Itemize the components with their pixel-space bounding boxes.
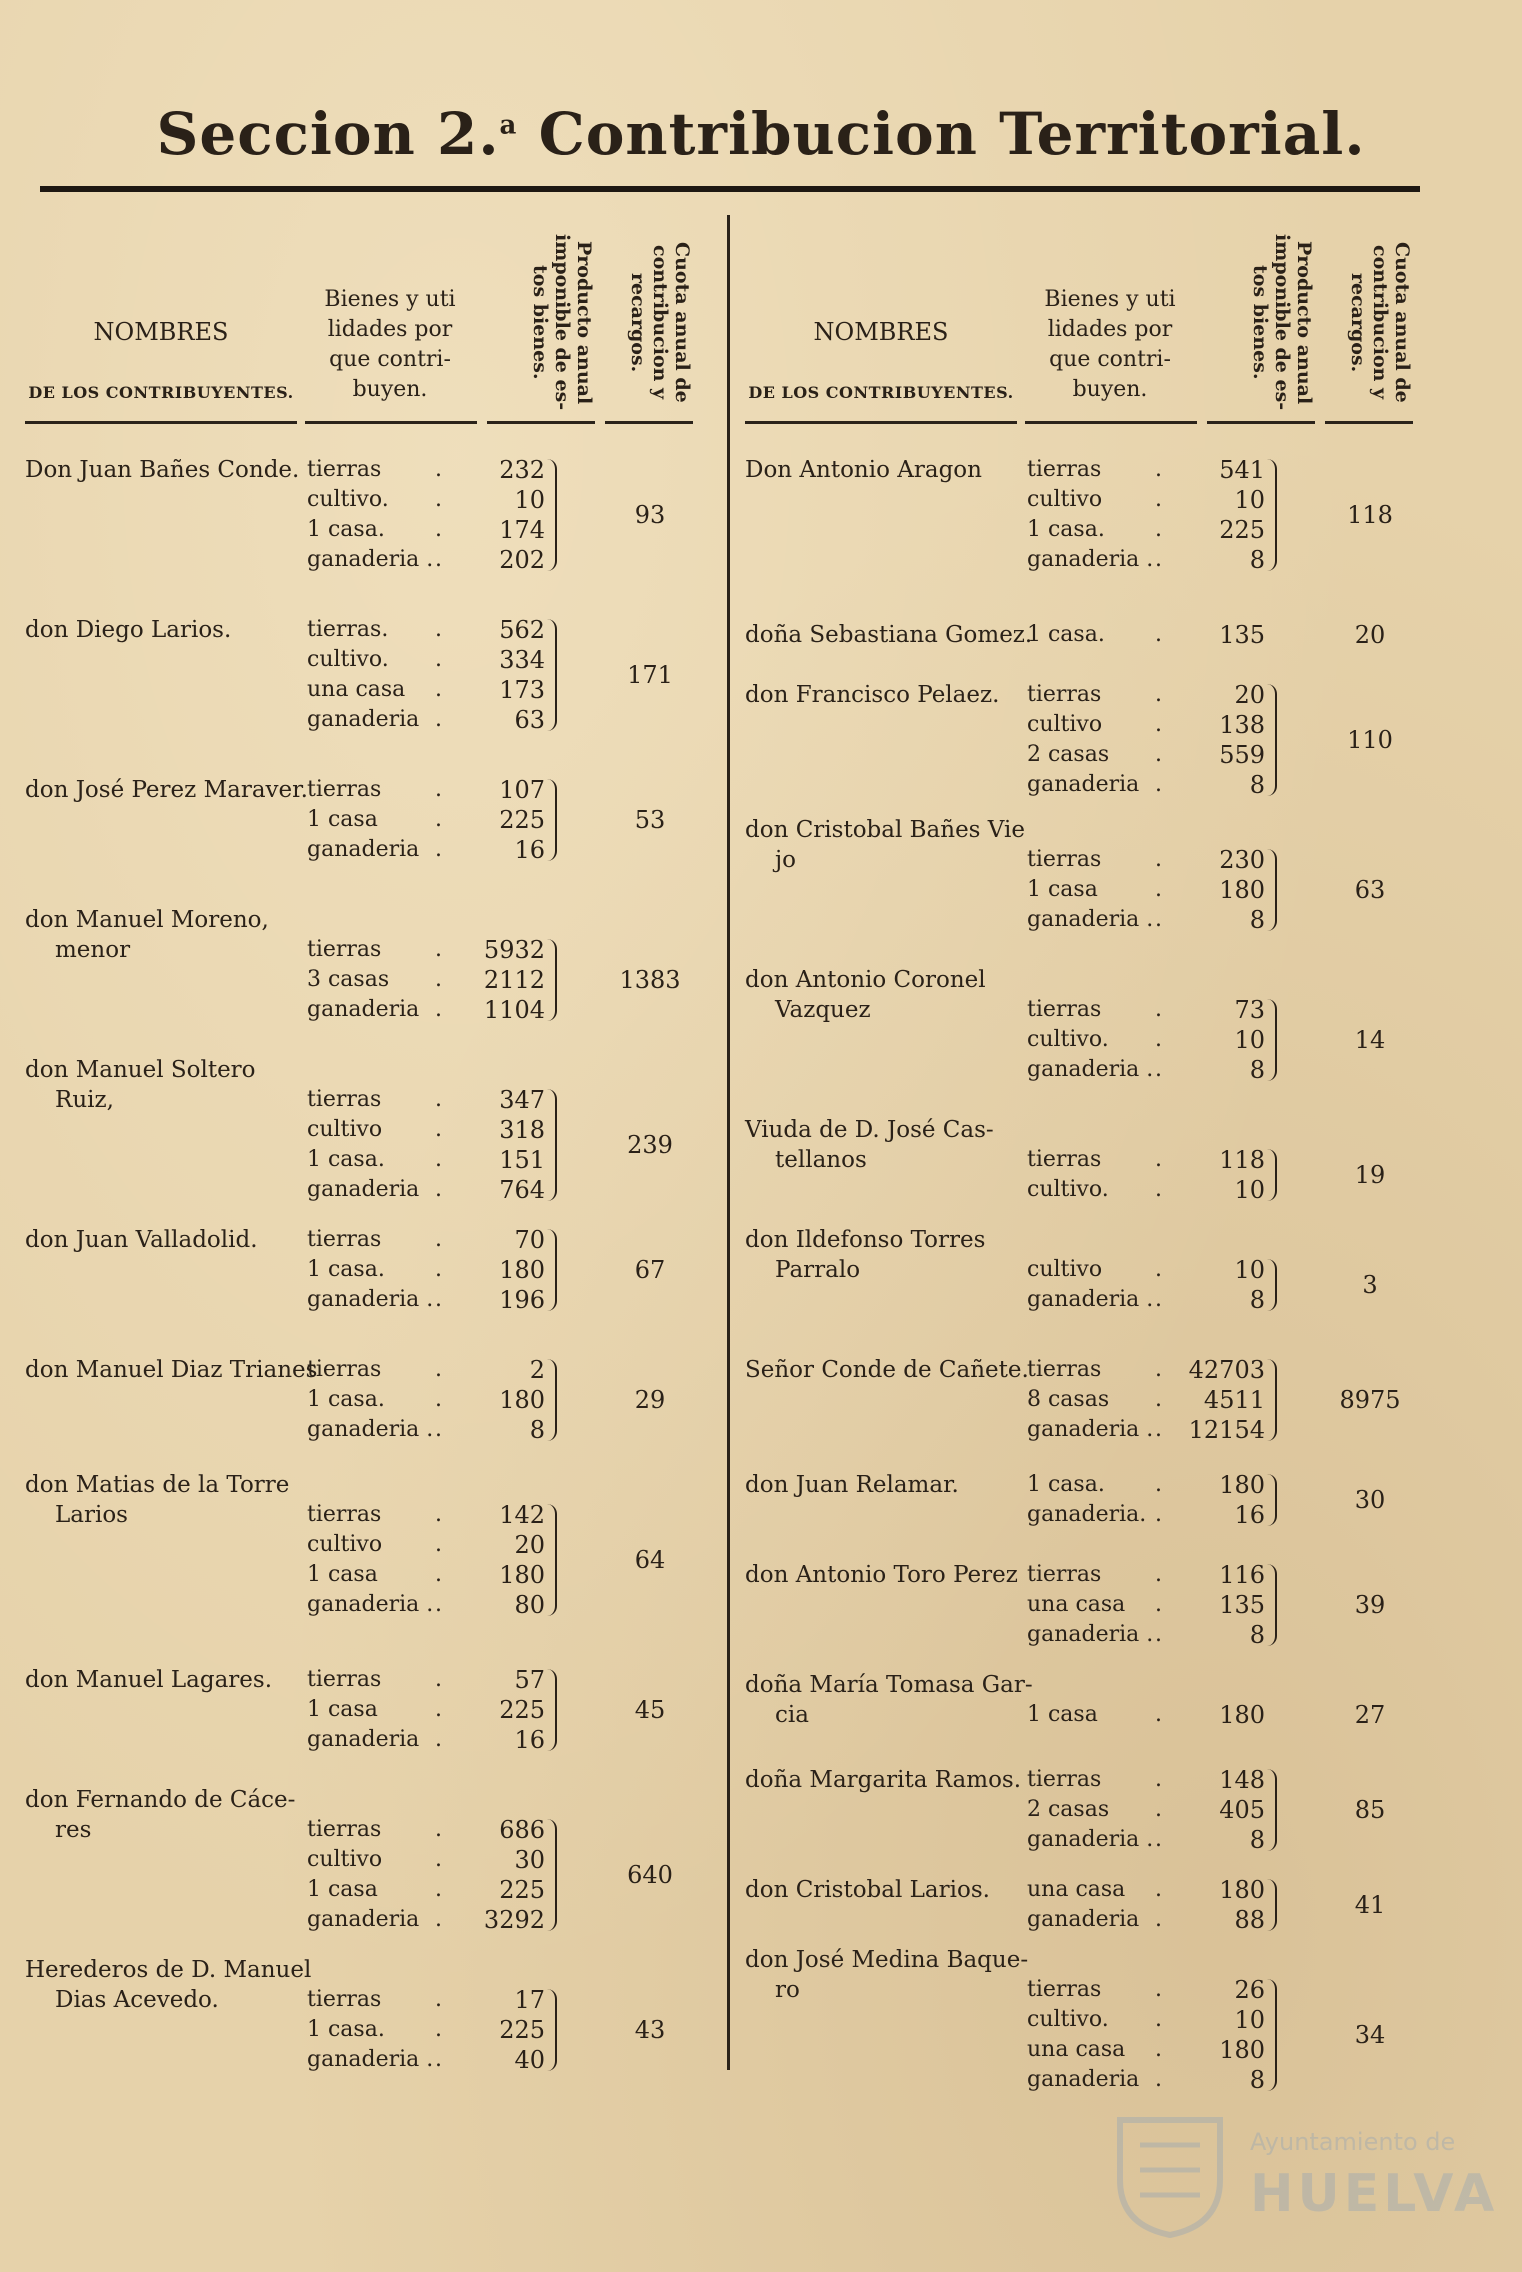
product-value: 1104 bbox=[483, 996, 545, 1024]
contributor-name: Ruiz, bbox=[55, 1087, 114, 1113]
product-value: 225 bbox=[499, 1876, 545, 1904]
contributor-name: Dias Acevedo. bbox=[55, 1987, 219, 2013]
contributor-name: doña María Tomasa Gar- bbox=[745, 1672, 1033, 1698]
quota-total: 39 bbox=[1354, 1591, 1386, 1619]
property-type: ganaderia . bbox=[1027, 1417, 1154, 1442]
property-type: ganaderia . bbox=[1027, 1287, 1154, 1312]
header-names-sub: DE LOS CONTRIBUYENTES. bbox=[28, 383, 294, 402]
header-producto: Producto anual imponible de es- tos bienes. bbox=[1249, 234, 1315, 411]
quota-total: 20 bbox=[1354, 621, 1386, 649]
product-value: 16 bbox=[1234, 1501, 1265, 1529]
property-type: 1 casa. bbox=[307, 1147, 385, 1172]
brace-mark bbox=[1267, 849, 1277, 931]
quota-total: 63 bbox=[1354, 876, 1386, 904]
product-value: 180 bbox=[499, 1386, 545, 1414]
contributor-name: don Manuel Diaz Trianes bbox=[25, 1357, 318, 1383]
property-type: tierras bbox=[1027, 847, 1102, 872]
product-value: 135 bbox=[1219, 1591, 1265, 1619]
property-type: ganaderia bbox=[307, 707, 420, 732]
product-value: 180 bbox=[499, 1256, 545, 1284]
quota-total: 3 bbox=[1362, 1271, 1378, 1299]
product-value: 20 bbox=[514, 1531, 545, 1559]
product-value: 42703 bbox=[1188, 1356, 1265, 1384]
quota-total: 93 bbox=[634, 501, 666, 529]
contributor-name: doña Sebastiana Gomez. bbox=[745, 622, 1033, 648]
contributor-name: Vazquez bbox=[775, 997, 871, 1023]
property-type: tierras bbox=[307, 1227, 382, 1252]
property-type: tierras bbox=[1027, 1977, 1102, 2002]
product-value: 118 bbox=[1219, 1146, 1265, 1174]
property-type: cultivo. bbox=[307, 487, 389, 512]
brace-mark bbox=[547, 1504, 557, 1616]
product-value: 202 bbox=[499, 546, 545, 574]
header-cuota: Cuota anual de contribucion y recargos. bbox=[1347, 242, 1413, 403]
property-type: 2 casas bbox=[1027, 1797, 1110, 1822]
contributor-name: don Juan Relamar. bbox=[745, 1472, 959, 1498]
product-value: 73 bbox=[1234, 996, 1265, 1024]
property-type: ganaderia bbox=[307, 1727, 420, 1752]
brace-mark bbox=[1267, 1769, 1277, 1851]
header-names: NOMBRES bbox=[93, 318, 229, 346]
header-bienes: Bienes y uti lidades por que contri- buyen. bbox=[324, 287, 456, 402]
quota-total: 171 bbox=[627, 661, 673, 689]
product-value: 8 bbox=[1249, 1826, 1265, 1854]
property-type: ganaderia bbox=[1027, 772, 1140, 797]
product-value: 2 bbox=[529, 1356, 545, 1384]
brace-mark bbox=[547, 1229, 557, 1311]
quota-total: 14 bbox=[1354, 1026, 1386, 1054]
property-type: cultivo. bbox=[1027, 2007, 1109, 2032]
property-type: cultivo bbox=[1027, 487, 1103, 512]
property-type: ganaderia . bbox=[307, 547, 434, 572]
property-type: ganaderia . bbox=[307, 2047, 434, 2072]
property-type: ganaderia . bbox=[1027, 547, 1154, 572]
quota-total: 1383 bbox=[619, 966, 681, 994]
product-value: 12154 bbox=[1188, 1416, 1265, 1444]
property-type: ganaderia bbox=[307, 1907, 420, 1932]
product-value: 8 bbox=[1249, 2066, 1265, 2094]
contributor-name: Parralo bbox=[775, 1257, 861, 1283]
page-title: Seccion 2.$^a$ Contribucion Territorial. bbox=[156, 100, 1366, 168]
product-value: 225 bbox=[499, 806, 545, 834]
quota-total: 85 bbox=[1354, 1796, 1386, 1824]
property-type: tierras bbox=[1027, 682, 1102, 707]
property-type: cultivo bbox=[307, 1117, 383, 1142]
property-type: 1 casa bbox=[307, 1697, 378, 1722]
product-value: 334 bbox=[499, 646, 545, 674]
contributor-name: res bbox=[55, 1817, 92, 1843]
brace-mark bbox=[547, 619, 557, 731]
product-value: 10 bbox=[514, 486, 545, 514]
product-value: 16 bbox=[514, 836, 545, 864]
contributor-name: Viuda de D. José Cas- bbox=[745, 1117, 994, 1143]
quota-total: 8975 bbox=[1339, 1386, 1401, 1414]
property-type: una casa bbox=[1027, 1592, 1126, 1617]
product-value: 88 bbox=[1234, 1906, 1265, 1934]
product-value: 10 bbox=[1234, 1176, 1265, 1204]
product-value: 20 bbox=[1234, 681, 1265, 709]
property-type: cultivo. bbox=[1027, 1177, 1109, 1202]
product-value: 26 bbox=[1234, 1976, 1265, 2004]
contributor-name: menor bbox=[55, 937, 131, 963]
product-value: 63 bbox=[514, 706, 545, 734]
property-type: ganaderia . bbox=[307, 1287, 434, 1312]
brace-mark bbox=[547, 1089, 557, 1201]
property-type: tierras bbox=[307, 1667, 382, 1692]
contributor-name: don Juan Valladolid. bbox=[25, 1227, 258, 1253]
property-type: tierras bbox=[1027, 997, 1102, 1022]
contributor-name: don Matias de la Torre bbox=[25, 1472, 290, 1498]
product-value: 3292 bbox=[483, 1906, 545, 1934]
brace-mark bbox=[547, 1989, 557, 2071]
property-type: cultivo. bbox=[307, 647, 389, 672]
contributor-name: Larios bbox=[55, 1502, 128, 1528]
header-cuota: Cuota anual de contribucion y recargos. bbox=[627, 242, 693, 403]
column-divider bbox=[727, 215, 730, 2070]
property-type: tierras bbox=[307, 457, 382, 482]
product-value: 4511 bbox=[1203, 1386, 1265, 1414]
brace-mark bbox=[547, 459, 557, 571]
property-type: ganaderia . bbox=[1027, 1057, 1154, 1082]
product-value: 107 bbox=[499, 776, 545, 804]
product-value: 80 bbox=[514, 1591, 545, 1619]
property-type: ganaderia bbox=[307, 1177, 420, 1202]
property-type: tierras. bbox=[307, 617, 389, 642]
product-value: 8 bbox=[1249, 771, 1265, 799]
quota-total: 64 bbox=[634, 1546, 666, 1574]
property-type: tierras bbox=[307, 937, 382, 962]
product-value: 225 bbox=[499, 2016, 545, 2044]
product-value: 148 bbox=[1219, 1766, 1265, 1794]
contributor-name: cia bbox=[775, 1702, 809, 1728]
product-value: 138 bbox=[1219, 711, 1265, 739]
product-value: 173 bbox=[499, 676, 545, 704]
header-names: NOMBRES bbox=[813, 318, 949, 346]
property-type: tierras bbox=[307, 1087, 382, 1112]
property-type: ganaderia. bbox=[1027, 1502, 1147, 1527]
product-value: 174 bbox=[499, 516, 545, 544]
product-value: 8 bbox=[1249, 906, 1265, 934]
product-value: 10 bbox=[1234, 1256, 1265, 1284]
brace-mark bbox=[1267, 1359, 1277, 1441]
product-value: 135 bbox=[1219, 621, 1265, 649]
property-type: ganaderia . bbox=[1027, 1622, 1154, 1647]
product-value: 8 bbox=[1249, 1621, 1265, 1649]
property-type: tierras bbox=[1027, 457, 1102, 482]
contributor-name: don Cristobal Bañes Vie bbox=[745, 817, 1025, 843]
title-rule bbox=[40, 186, 1420, 192]
quota-total: 53 bbox=[634, 806, 666, 834]
quota-total: 43 bbox=[634, 2016, 666, 2044]
quota-total: 19 bbox=[1354, 1161, 1386, 1189]
product-value: 30 bbox=[514, 1846, 545, 1874]
contributor-name: don Francisco Pelaez. bbox=[745, 682, 1000, 708]
contributor-name: Don Juan Bañes Conde. bbox=[25, 457, 300, 483]
product-value: 10 bbox=[1234, 2006, 1265, 2034]
left-column: NOMBRES DE LOS CONTRIBUYENTES. Bienes y uti lidades por que contri- buyen. Producto anual imponible de es- tos bienes. Cuota anual de contribucion y recargos. Don Juan Bañes Conde. tierras . 232 cultivo. . 10 1 casa. . 174 ganaderia . . 202 93 don Diego Larios. tierras. . 562 cultivo. . 334 una casa . 173 ganaderia . 63 171 don José Perez Maraver. tierras . 107 1 casa . 225 ganaderia . 16 53 don Manuel Moreno, menor tierras . 5932 3 casas . 2112 ganaderia . 1104 1383 don Manuel Soltero Ruiz, tierras . 347 cultivo . 318 1 casa. . 151 ganaderia . 764 239 don Juan Valladolid. tierras . 70 1 casa. . 180 ganaderia . . 196 67 don Manuel Diaz Trianes tierras . 2 1 casa. . 180 ganaderia . . 8 29 don Matias de la Torre Larios tierras . 142 cultivo . 20 1 casa . 180 ganaderia . . 80 64 don Manuel Lagares. tierras . 57 1 casa . 225 ganaderia . 16 45 don Fernando de Cáce- res tierras . 686 cultivo . 30 1 casa . 225 ganaderia . 3292 640 Herederos de D. Manuel Dias Acevedo. tierras . 17 1 casa. . 225 ganaderia . . 40 43 bbox=[25, 215, 695, 430]
brace-mark bbox=[1267, 1259, 1277, 1311]
property-type: 1 casa. bbox=[307, 517, 385, 542]
brace-mark bbox=[547, 1669, 557, 1751]
brace-mark bbox=[1267, 999, 1277, 1081]
product-value: 8 bbox=[529, 1416, 545, 1444]
property-type: ganaderia bbox=[1027, 1907, 1140, 1932]
contributor-name: don Ildefonso Torres bbox=[745, 1227, 986, 1253]
product-value: 405 bbox=[1219, 1796, 1265, 1824]
property-type: 1 casa. bbox=[307, 1387, 385, 1412]
property-type: 2 casas bbox=[1027, 742, 1110, 767]
product-value: 5932 bbox=[483, 936, 545, 964]
property-type: tierras bbox=[307, 777, 382, 802]
property-type: 1 casa bbox=[307, 1877, 378, 1902]
brace-mark bbox=[1267, 1149, 1277, 1201]
property-type: 1 casa bbox=[307, 807, 378, 832]
property-type: 1 casa bbox=[307, 1562, 378, 1587]
quota-total: 30 bbox=[1354, 1486, 1386, 1514]
product-value: 180 bbox=[1219, 876, 1265, 904]
contributor-name: doña Margarita Ramos. bbox=[745, 1767, 1022, 1793]
quota-total: 27 bbox=[1354, 1701, 1386, 1729]
product-value: 764 bbox=[499, 1176, 545, 1204]
product-value: 562 bbox=[499, 616, 545, 644]
contributor-name: don Manuel Moreno, bbox=[25, 907, 269, 933]
brace-mark bbox=[1267, 1879, 1277, 1931]
quota-total: 41 bbox=[1354, 1891, 1386, 1919]
contributor-name: don Antonio Coronel bbox=[745, 967, 986, 993]
product-value: 225 bbox=[1219, 516, 1265, 544]
product-value: 180 bbox=[499, 1561, 545, 1589]
product-value: 142 bbox=[499, 1501, 545, 1529]
product-value: 40 bbox=[514, 2046, 545, 2074]
quota-total: 29 bbox=[634, 1386, 666, 1414]
brace-mark bbox=[547, 1359, 557, 1441]
property-type: 1 casa. bbox=[1027, 1472, 1105, 1497]
property-type: ganaderia bbox=[307, 997, 420, 1022]
contributor-name: don Fernando de Cáce- bbox=[25, 1787, 296, 1813]
product-value: 230 bbox=[1219, 846, 1265, 874]
property-type: una casa bbox=[1027, 1877, 1126, 1902]
quota-total: 45 bbox=[634, 1696, 666, 1724]
quota-total: 110 bbox=[1347, 726, 1393, 754]
property-type: tierras bbox=[1027, 1562, 1102, 1587]
contributor-name: tellanos bbox=[775, 1147, 867, 1173]
property-type: 1 casa. bbox=[1027, 517, 1105, 542]
contributor-name: don Diego Larios. bbox=[25, 617, 232, 643]
product-value: 559 bbox=[1219, 741, 1265, 769]
product-value: 57 bbox=[514, 1666, 545, 1694]
brace-mark bbox=[547, 779, 557, 861]
property-type: cultivo bbox=[307, 1847, 383, 1872]
contributor-name: don Manuel Soltero bbox=[25, 1057, 256, 1083]
product-value: 180 bbox=[1219, 1876, 1265, 1904]
product-value: 232 bbox=[499, 456, 545, 484]
product-value: 10 bbox=[1234, 486, 1265, 514]
property-type: cultivo bbox=[307, 1532, 383, 1557]
property-type: ganaderia . bbox=[1027, 1827, 1154, 1852]
product-value: 686 bbox=[499, 1816, 545, 1844]
product-value: 70 bbox=[514, 1226, 545, 1254]
quota-total: 640 bbox=[627, 1861, 673, 1889]
product-value: 151 bbox=[499, 1146, 545, 1174]
property-type: ganaderia . bbox=[307, 1592, 434, 1617]
property-type: 1 casa bbox=[1027, 1702, 1098, 1727]
contributor-name: don Cristobal Larios. bbox=[745, 1877, 990, 1903]
table-header bbox=[25, 215, 695, 430]
product-value: 180 bbox=[1219, 1701, 1265, 1729]
property-type: ganaderia . bbox=[1027, 907, 1154, 932]
property-type: cultivo. bbox=[1027, 1027, 1109, 1052]
product-value: 116 bbox=[1219, 1561, 1265, 1589]
contributor-name: don José Medina Baque- bbox=[745, 1947, 1029, 1973]
property-type: una casa bbox=[1027, 2037, 1126, 2062]
product-value: 180 bbox=[1219, 2036, 1265, 2064]
property-type: cultivo bbox=[1027, 712, 1103, 737]
brace-mark bbox=[547, 1819, 557, 1931]
product-value: 196 bbox=[499, 1286, 545, 1314]
product-value: 8 bbox=[1249, 1056, 1265, 1084]
header-producto: Producto anual imponible de es- tos bienes. bbox=[529, 234, 595, 411]
product-value: 16 bbox=[514, 1726, 545, 1754]
contributor-name: ro bbox=[775, 1977, 800, 2003]
quota-total: 34 bbox=[1354, 2021, 1386, 2049]
header-bienes: Bienes y uti lidades por que contri- buyen. bbox=[1044, 287, 1176, 402]
brace-mark bbox=[1267, 1474, 1277, 1526]
brace-mark bbox=[1267, 1564, 1277, 1646]
property-type: 1 casa. bbox=[307, 2017, 385, 2042]
property-type: tierras bbox=[307, 1987, 382, 2012]
contributor-name: jo bbox=[775, 847, 796, 873]
property-type: 1 casa. bbox=[307, 1257, 385, 1282]
archive-watermark: Ayuntamiento de HUELVA bbox=[1100, 2110, 1500, 2240]
product-value: 17 bbox=[514, 1986, 545, 2014]
property-type: ganaderia bbox=[307, 837, 420, 862]
product-value: 180 bbox=[1219, 1471, 1265, 1499]
quota-total: 239 bbox=[627, 1131, 673, 1159]
brace-mark bbox=[1267, 459, 1277, 571]
product-value: 318 bbox=[499, 1116, 545, 1144]
property-type: 1 casa bbox=[1027, 877, 1098, 902]
quota-total: 118 bbox=[1347, 501, 1393, 529]
property-type: 3 casas bbox=[307, 967, 390, 992]
property-type: 1 casa. bbox=[1027, 622, 1105, 647]
contributor-name: Herederos de D. Manuel bbox=[25, 1957, 312, 1983]
contributor-name: Don Antonio Aragon bbox=[745, 457, 982, 483]
property-type: ganaderia . bbox=[307, 1417, 434, 1442]
property-type: tierras bbox=[307, 1357, 382, 1382]
brace-mark bbox=[1267, 1979, 1277, 2091]
product-value: 2112 bbox=[483, 966, 545, 994]
product-value: 8 bbox=[1249, 1286, 1265, 1314]
property-type: tierras bbox=[307, 1502, 382, 1527]
product-value: 347 bbox=[499, 1086, 545, 1114]
contributor-name: don Manuel Lagares. bbox=[25, 1667, 273, 1693]
property-type: una casa bbox=[307, 677, 406, 702]
brace-mark bbox=[1267, 684, 1277, 796]
contributor-name: Señor Conde de Cañete. bbox=[745, 1357, 1029, 1383]
property-type: 8 casas bbox=[1027, 1387, 1110, 1412]
brace-mark bbox=[547, 939, 557, 1021]
header-names-sub: DE LOS CONTRIBUYENTES. bbox=[748, 383, 1014, 402]
product-value: 8 bbox=[1249, 546, 1265, 574]
property-type: tierras bbox=[1027, 1357, 1102, 1382]
right-column: NOMBRES DE LOS CONTRIBUYENTES. Bienes y uti lidades por que contri- buyen. Producto anual imponible de es- tos bienes. Cuota anual de contribucion y recargos. Don Antonio Aragon tierras . 541 cultivo . 10 1 casa. . 225 ganaderia . . 8 118 doña Sebastiana Gomez. 1 casa. . 135 20 don Francisco Pelaez. tierras . 20 cultivo . 138 2 casas . 559 ganaderia . 8 110 don Cristobal Bañes Vie jo tierras . 230 1 casa . 180 ganaderia . . 8 63 don Antonio Coronel Vazquez tierras . 73 cultivo. . 10 ganaderia . . 8 14 Viuda de D. José Cas- tellanos tierras . 118 cultivo. . 10 19 don Ildefonso Torres Parralo cultivo . 10 ganaderia . . 8 3 Señor Conde de Cañete. tierras . 42703 8 casas . 4511 ganaderia . . 12154 8975 don Juan Relamar. 1 casa. . 180 ganaderia. . 16 30 don Antonio Toro Perez tierras . 116 una casa . 135 ganaderia . . 8 39 doña María Tomasa Gar- cia 1 casa . 180 27 doña Margarita Ramos. tierras . 148 2 casas . 405 ganaderia . . 8 85 don Cristobal Larios. una casa . 180 ganaderia . 88 41 don José Medina Baque- ro tierras . 26 cultivo. . 10 una casa . 180 ganaderia . 8 34 bbox=[745, 215, 1415, 430]
product-value: 10 bbox=[1234, 1026, 1265, 1054]
contributor-name: don José Perez Maraver. bbox=[25, 777, 308, 803]
shield-icon bbox=[1110, 2110, 1230, 2240]
quota-total: 67 bbox=[634, 1256, 666, 1284]
product-value: 541 bbox=[1219, 456, 1265, 484]
property-type: tierras bbox=[307, 1817, 382, 1842]
property-type: ganaderia bbox=[1027, 2067, 1140, 2092]
property-type: cultivo bbox=[1027, 1257, 1103, 1282]
contributor-name: don Antonio Toro Perez bbox=[745, 1562, 1018, 1588]
product-value: 225 bbox=[499, 1696, 545, 1724]
property-type: tierras bbox=[1027, 1767, 1102, 1792]
table-header bbox=[745, 215, 1415, 430]
property-type: tierras bbox=[1027, 1147, 1102, 1172]
